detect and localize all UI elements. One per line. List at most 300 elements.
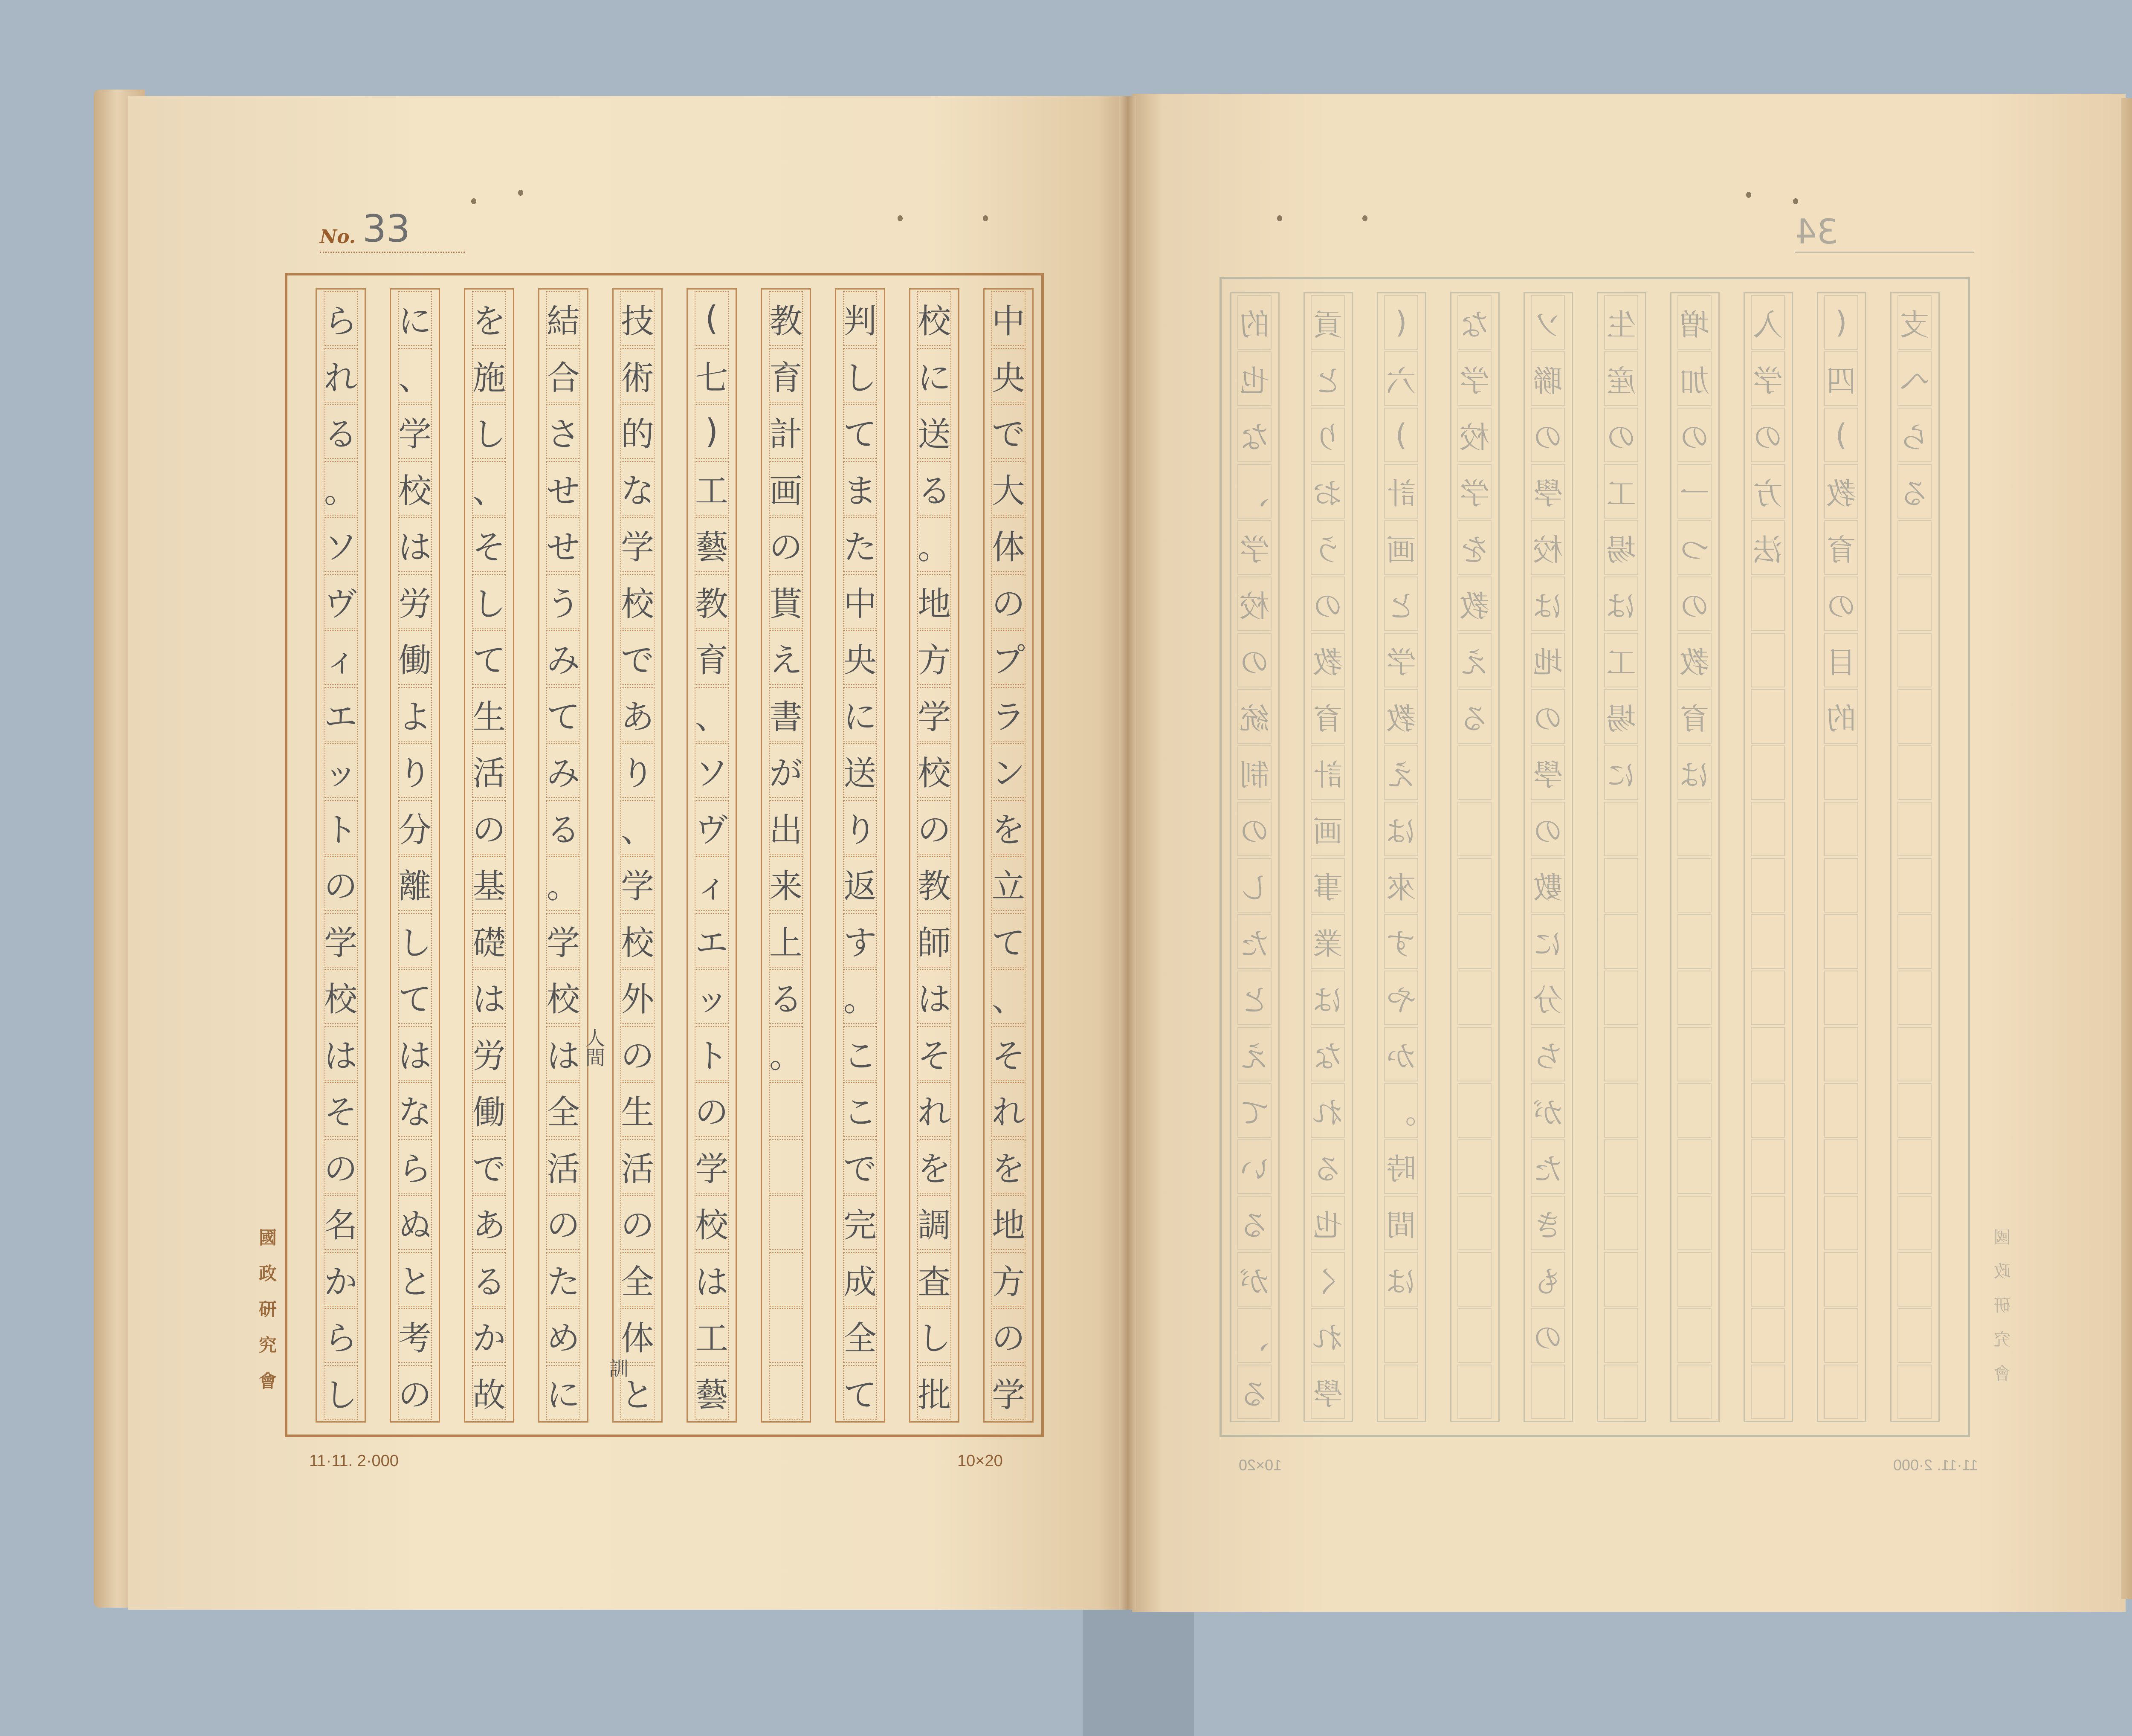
manuscript-cell: 完 — [843, 1195, 877, 1250]
bleed-through-cell: 工 — [1604, 464, 1638, 519]
bleed-through-cell: 産 — [1604, 351, 1638, 406]
bleed-through-cell — [1824, 1083, 1858, 1138]
manuscript-cell: を — [991, 1139, 1025, 1194]
manuscript-cell: 校 — [546, 969, 580, 1024]
page-number-value: 33 — [362, 207, 410, 251]
manuscript-cell: し — [472, 574, 506, 629]
bleed-through-cell: 計 — [1311, 745, 1345, 800]
manuscript-cell: な — [398, 1082, 432, 1137]
bleed-through-cell: 生 — [1604, 295, 1638, 350]
bleed-through-column — [1744, 292, 1793, 1422]
manuscript-cell: る — [324, 404, 358, 459]
bleed-through-cell: 目 — [1824, 633, 1858, 687]
bleed-through-cell — [1457, 745, 1492, 800]
bleed-through-cell — [1457, 1027, 1492, 1081]
manuscript-cell: 出 — [769, 800, 803, 855]
bleed-through-cell: え — [1384, 745, 1418, 800]
bleed-through-cell — [1751, 633, 1785, 687]
grid-size-label: 10×20 — [957, 1452, 1003, 1470]
manuscript-cell: る — [769, 969, 803, 1024]
manuscript-cell: 方 — [917, 630, 951, 685]
manuscript-cell: す — [843, 913, 877, 968]
manuscript-cell: 全 — [620, 1252, 655, 1307]
manuscript-cell: 央 — [843, 630, 877, 685]
bleed-through-cell — [1897, 1365, 1932, 1419]
manuscript-cell: ッ — [695, 969, 729, 1024]
bleed-through-cell: く — [1311, 1252, 1345, 1307]
bleed-through-cell: が — [1531, 1083, 1565, 1138]
manuscript-cell: ら — [398, 1139, 432, 1194]
manuscript-cell: 生 — [620, 1082, 655, 1137]
bleed-through-cell — [1751, 1308, 1785, 1363]
manuscript-cell: 教 — [769, 291, 803, 346]
bleed-through-cell — [1897, 520, 1932, 575]
bleed-through-cell: に — [1604, 745, 1638, 800]
bleed-through-cell: 四 — [1824, 351, 1858, 406]
bleed-through-cell: 校 — [1457, 408, 1492, 462]
bleed-through-cell — [1897, 1139, 1932, 1194]
manuscript-cell: 学 — [620, 517, 655, 572]
bleed-through-cell: の — [1531, 1308, 1565, 1363]
manuscript-cell: 合 — [546, 348, 580, 403]
bleed-through-cell — [1751, 858, 1785, 913]
manuscript-cell: ィ — [324, 630, 358, 685]
bleed-through-cell — [1457, 914, 1492, 969]
bleed-through-cell: 教 — [1677, 633, 1712, 687]
bleed-through-cell — [1751, 914, 1785, 969]
right-page-number: 34 — [1795, 213, 1974, 253]
bleed-through-cell — [1677, 1308, 1712, 1363]
bleed-through-cell: 事 — [1311, 858, 1345, 913]
bleed-through-cell: の — [1677, 577, 1712, 631]
staple-hole — [983, 215, 988, 221]
publisher-name: 國政研究會 — [256, 1228, 277, 1407]
manuscript-cell: み — [546, 630, 580, 685]
manuscript-cell: は — [695, 1252, 729, 1307]
manuscript-cell: こ — [843, 1026, 877, 1081]
manuscript-cell: 計 — [769, 404, 803, 459]
bleed-through-cell: 的 — [1237, 295, 1272, 350]
bleed-through-cell: 間 — [1384, 1196, 1418, 1250]
manuscript-cell: 全 — [843, 1308, 877, 1363]
manuscript-cell: 書 — [769, 687, 803, 742]
bleed-through-cell: 育 — [1311, 689, 1345, 744]
staple-hole — [1362, 215, 1367, 221]
bleed-through-cell — [1824, 858, 1858, 913]
manuscript-cell: は — [917, 969, 951, 1024]
manuscript-cell: の — [695, 1082, 729, 1137]
bleed-through-cell — [1897, 1083, 1932, 1138]
bleed-through-cell: す — [1384, 914, 1418, 969]
bleed-through-cell: 、 — [1237, 1308, 1272, 1363]
manuscript-cell: の — [620, 1195, 655, 1250]
bleed-through-cell: 一 — [1677, 464, 1712, 519]
bleed-through-cell: ら — [1897, 408, 1932, 462]
manuscript-cell: 央 — [991, 348, 1025, 403]
manuscript-cell: で — [991, 404, 1025, 459]
bleed-through-cell: は — [1311, 971, 1345, 1025]
manuscript-cell: エ — [695, 913, 729, 968]
manuscript-cell: 校 — [917, 291, 951, 346]
manuscript-cell: と — [398, 1252, 432, 1307]
manuscript-cell: 判 — [843, 291, 877, 346]
manuscript-cell: 、 — [620, 800, 655, 855]
manuscript-cell: 地 — [991, 1195, 1025, 1250]
manuscript-cell: 的 — [620, 404, 655, 459]
bleed-through-cell: の — [1531, 802, 1565, 856]
manuscript-cell: う — [546, 574, 580, 629]
bleed-through-column — [1670, 292, 1720, 1422]
bleed-through-column — [1304, 292, 1353, 1422]
bleed-through-cell — [1751, 971, 1785, 1025]
manuscript-column — [390, 288, 440, 1423]
bleed-through-cell: 学 — [1751, 351, 1785, 406]
bleed-through-cell: 教 — [1824, 464, 1858, 519]
manuscript-cell: の — [991, 1308, 1025, 1363]
bleed-through-cell — [1677, 1083, 1712, 1138]
manuscript-cell: ン — [991, 743, 1025, 798]
bleed-through-column — [1377, 292, 1426, 1422]
manuscript-cell: て — [843, 404, 877, 459]
bleed-through-cell: 教 — [1384, 689, 1418, 744]
manuscript-cell: 中 — [991, 291, 1025, 346]
manuscript-cell: る — [917, 461, 951, 516]
manuscript-cell: え — [769, 630, 803, 685]
manuscript-column — [464, 288, 514, 1423]
manuscript-cell: 技 — [620, 291, 655, 346]
manuscript-cell: を — [917, 1139, 951, 1194]
right-page-edge — [2121, 98, 2132, 1599]
manuscript-cell: に — [917, 348, 951, 403]
manuscript-cell: 活 — [546, 1139, 580, 1194]
manuscript-column — [538, 288, 588, 1423]
manuscript-cell: ま — [843, 461, 877, 516]
bleed-through-cell — [1604, 1139, 1638, 1194]
manuscript-cell: 工 — [695, 461, 729, 516]
manuscript-cell: 返 — [843, 856, 877, 911]
bleed-through-cell: 的 — [1824, 689, 1858, 744]
bleed-through-cell: 場 — [1604, 689, 1638, 744]
manuscript-cell: れ — [324, 348, 358, 403]
manuscript-cell: 結 — [546, 291, 580, 346]
bleed-through-cell — [1677, 1027, 1712, 1081]
manuscript-cell: ( — [695, 291, 729, 346]
bleed-through-cell: 学 — [1457, 464, 1492, 519]
manuscript-cell: ら — [324, 1308, 358, 1363]
bleed-through-cell: の — [1237, 802, 1272, 856]
manuscript-cell: 。 — [843, 969, 877, 1024]
bleed-through-cell: 來 — [1384, 858, 1418, 913]
bleed-through-cell: る — [1311, 1139, 1345, 1194]
bleed-through-cell: 學 — [1311, 1365, 1345, 1419]
manuscript-cell: ッ — [324, 743, 358, 798]
bleed-through-cell: 計 — [1384, 464, 1418, 519]
bleed-through-cell: 校 — [1531, 520, 1565, 575]
manuscript-cell: せ — [546, 461, 580, 516]
bleed-through-cell — [1897, 802, 1932, 856]
manuscript-cell: あ — [620, 687, 655, 742]
manuscript-cell: 校 — [620, 913, 655, 968]
manuscript-column — [983, 288, 1034, 1423]
bleed-through-cell: つ — [1677, 520, 1712, 575]
bleed-through-cell: や — [1384, 971, 1418, 1025]
bleed-through-cell: 六 — [1384, 351, 1418, 406]
staple-hole — [1746, 192, 1751, 198]
bleed-through-cell: ) — [1824, 408, 1858, 462]
manuscript-cell: し — [917, 1308, 951, 1363]
bleed-through-cell: 業 — [1311, 914, 1345, 969]
bleed-through-cell — [1824, 1308, 1858, 1363]
bleed-through-cell — [1824, 1365, 1858, 1419]
manuscript-cell: か — [324, 1252, 358, 1307]
bleed-through-cell — [1604, 1027, 1638, 1081]
bleed-through-cell — [1824, 1196, 1858, 1250]
manuscript-cell: ヴ — [695, 800, 729, 855]
bleed-through-cell: お — [1311, 464, 1345, 519]
bleed-through-cell — [1897, 1027, 1932, 1081]
margin-annotation: 訓 — [606, 1358, 629, 1378]
bleed-through-cell — [1457, 858, 1492, 913]
bleed-through-cell — [1824, 1252, 1858, 1307]
manuscript-cell: 地 — [917, 574, 951, 629]
bleed-through-cell: 支 — [1897, 295, 1932, 350]
bleed-through-cell — [1751, 1252, 1785, 1307]
margin-annotation: 人間 — [582, 1028, 605, 1067]
manuscript-cell: で — [472, 1139, 506, 1194]
bleed-through-cell — [1677, 1252, 1712, 1307]
manuscript-cell: 。 — [769, 1026, 803, 1081]
bleed-through-cell — [1824, 802, 1858, 856]
manuscript-cell: そ — [324, 1082, 358, 1137]
manuscript-cell: 外 — [620, 969, 655, 1024]
manuscript-cell — [769, 1082, 803, 1137]
manuscript-column — [761, 288, 811, 1423]
manuscript-cell: 中 — [843, 574, 877, 629]
bleed-through-cell — [1897, 577, 1932, 631]
manuscript-cell: 体 — [620, 1308, 655, 1363]
manuscript-cell: 労 — [398, 574, 432, 629]
manuscript-cell: て — [991, 913, 1025, 968]
manuscript-cell: は — [546, 1026, 580, 1081]
manuscript-cell: 、 — [991, 969, 1025, 1024]
manuscript-cell: に — [546, 1365, 580, 1420]
bleed-through-cell: が — [1237, 1252, 1272, 1307]
manuscript-cell: た — [546, 1252, 580, 1307]
bleed-through-cell — [1384, 1308, 1418, 1363]
bleed-through-cell — [1604, 802, 1638, 856]
bleed-through-cell: に — [1531, 914, 1565, 969]
manuscript-cell: の — [324, 1139, 358, 1194]
bleed-through-cell — [1897, 858, 1932, 913]
bleed-through-cell: 入 — [1751, 295, 1785, 350]
bleed-through-cell — [1751, 802, 1785, 856]
manuscript-cell: は — [398, 517, 432, 572]
manuscript-cell: 、 — [398, 348, 432, 403]
manuscript-cell: の — [620, 1026, 655, 1081]
bleed-through-cell — [1677, 858, 1712, 913]
bleed-through-cell: 育 — [1824, 520, 1858, 575]
manuscript-column — [909, 288, 959, 1423]
manuscript-cell: 方 — [991, 1252, 1025, 1307]
manuscript-cell: ト — [324, 800, 358, 855]
manuscript-cell: の — [769, 517, 803, 572]
bleed-through-cell: と — [1237, 971, 1272, 1025]
manuscript-cell: 礎 — [472, 913, 506, 968]
bleed-through-cell — [1897, 1252, 1932, 1307]
bleed-through-cell: は — [1531, 577, 1565, 631]
bleed-through-cell: を — [1457, 520, 1492, 575]
manuscript-cell: 画 — [769, 461, 803, 516]
bleed-through-cell: ) — [1384, 408, 1418, 462]
bleed-through-cell: 場 — [1604, 520, 1638, 575]
manuscript-cell: し — [398, 913, 432, 968]
bleed-through-cell — [1677, 914, 1712, 969]
manuscript-cell: 、 — [472, 461, 506, 516]
bleed-through-cell: の — [1237, 633, 1272, 687]
manuscript-cell: 分 — [398, 800, 432, 855]
manuscript-cell: 活 — [472, 743, 506, 798]
manuscript-cell: 査 — [917, 1252, 951, 1307]
bleed-through-cell: な — [1311, 1027, 1345, 1081]
bleed-through-cell — [1897, 1196, 1932, 1250]
manuscript-cell: 送 — [917, 404, 951, 459]
manuscript-cell: エ — [324, 687, 358, 742]
bleed-through-cell — [1751, 1365, 1785, 1419]
manuscript-cell: し — [472, 404, 506, 459]
bleed-through-cell: 分 — [1531, 971, 1565, 1025]
bleed-through-cell: 加 — [1677, 351, 1712, 406]
bleed-through-cell: の — [1824, 577, 1858, 631]
manuscript-cell: し — [324, 1365, 358, 1420]
manuscript-cell: ソ — [324, 517, 358, 572]
right-grid-size-label: 10×20 — [1239, 1456, 1282, 1474]
bleed-through-cell — [1897, 689, 1932, 744]
manuscript-cell: 藝 — [695, 1365, 729, 1420]
manuscript-cell: 全 — [546, 1082, 580, 1137]
bleed-through-cell — [1677, 1365, 1712, 1419]
manuscript-cell: 校 — [695, 1195, 729, 1250]
book-spine — [1119, 96, 1136, 1610]
manuscript-cell: 師 — [917, 913, 951, 968]
manuscript-cell: 工 — [695, 1308, 729, 1363]
bleed-through-cell: の — [1531, 408, 1565, 462]
bleed-through-cell: き — [1531, 1196, 1565, 1250]
manuscript-cell: ト — [695, 1026, 729, 1081]
manuscript-cell: の — [546, 1195, 580, 1250]
bleed-through-cell — [1604, 858, 1638, 913]
manuscript-cell: 学 — [695, 1139, 729, 1194]
bleed-through-cell: の — [1311, 577, 1345, 631]
bleed-through-cell: 也 — [1311, 1196, 1345, 1250]
bleed-through-cell: 方 — [1751, 464, 1785, 519]
bleed-through-cell: 統 — [1237, 689, 1272, 744]
manuscript-cell: を — [991, 800, 1025, 855]
manuscript-cell: 立 — [991, 856, 1025, 911]
manuscript-cell: て — [472, 630, 506, 685]
manuscript-cell: に — [843, 687, 877, 742]
manuscript-cell: て — [546, 687, 580, 742]
bleed-through-cell — [1604, 914, 1638, 969]
bleed-through-cell: 学 — [1384, 633, 1418, 687]
manuscript-cell: た — [843, 517, 877, 572]
manuscript-cell: 校 — [324, 969, 358, 1024]
bleed-through-cell — [1751, 577, 1785, 631]
manuscript-cell: 学 — [546, 913, 580, 968]
manuscript-cell: ィ — [695, 856, 729, 911]
bleed-through-cell: 聯 — [1531, 351, 1565, 406]
bleed-through-grid — [1220, 277, 1970, 1437]
manuscript-cell: せ — [546, 517, 580, 572]
manuscript-cell: 送 — [843, 743, 877, 798]
bleed-through-cell: 學 — [1531, 464, 1565, 519]
manuscript-cell: は — [472, 969, 506, 1024]
manuscript-cell: の — [917, 800, 951, 855]
manuscript-cell: り — [398, 743, 432, 798]
manuscript-cell — [769, 1308, 803, 1363]
manuscript-cell: 基 — [472, 856, 506, 911]
manuscript-cell: り — [843, 800, 877, 855]
manuscript-cell: 調 — [917, 1195, 951, 1250]
manuscript-column — [316, 288, 366, 1423]
manuscript-cell: 。 — [546, 856, 580, 911]
right-print-code: 11·11. 2·000 — [1893, 1456, 1978, 1474]
manuscript-cell: 批 — [917, 1365, 951, 1420]
bleed-through-column — [1230, 292, 1280, 1422]
bleed-through-cell: た — [1237, 914, 1272, 969]
bleed-through-cell — [1751, 689, 1785, 744]
manuscript-cell: 、 — [695, 687, 729, 742]
bleed-through-cell: え — [1457, 633, 1492, 687]
manuscript-cell: れ — [991, 1082, 1025, 1137]
bleed-through-cell — [1824, 745, 1858, 800]
bleed-through-cell — [1457, 1252, 1492, 1307]
manuscript-cell: て — [843, 1365, 877, 1420]
manuscript-cell: 学 — [324, 913, 358, 968]
right-publisher-name: 國政研究會 — [1994, 1228, 2013, 1399]
bleed-through-cell: 時 — [1384, 1139, 1418, 1194]
bleed-through-cell: ( — [1384, 295, 1418, 350]
bleed-through-cell: 育 — [1677, 689, 1712, 744]
bleed-through-cell — [1457, 1083, 1492, 1138]
manuscript-cell: め — [546, 1308, 580, 1363]
bleed-through-cell — [1751, 1196, 1785, 1250]
manuscript-cell: 学 — [398, 404, 432, 459]
manuscript-column — [612, 288, 663, 1423]
bleed-through-cell: 工 — [1604, 633, 1638, 687]
bleed-through-cell — [1824, 914, 1858, 969]
bleed-through-cell: と — [1311, 351, 1345, 406]
manuscript-cell: ラ — [991, 687, 1025, 742]
manuscript-cell: か — [472, 1308, 506, 1363]
bleed-through-cell: ち — [1531, 1027, 1565, 1081]
bleed-through-cell: 制 — [1237, 745, 1272, 800]
bleed-through-cell — [1897, 1308, 1932, 1363]
manuscript-cell — [769, 1365, 803, 1420]
bleed-through-cell: 画 — [1311, 802, 1345, 856]
bleed-through-cell — [1824, 971, 1858, 1025]
bleed-through-cell: れ — [1311, 1308, 1345, 1363]
bleed-through-cell: は — [1677, 745, 1712, 800]
bleed-through-cell — [1457, 802, 1492, 856]
bleed-through-cell — [1824, 1027, 1858, 1081]
bleed-through-cell: 増 — [1677, 295, 1712, 350]
bleed-through-cell — [1751, 1139, 1785, 1194]
bleed-through-cell — [1897, 633, 1932, 687]
manuscript-cell: 教 — [917, 856, 951, 911]
manuscript-cell: 施 — [472, 348, 506, 403]
bleed-through-cell: と — [1384, 577, 1418, 631]
manuscript-cell: ソ — [695, 743, 729, 798]
